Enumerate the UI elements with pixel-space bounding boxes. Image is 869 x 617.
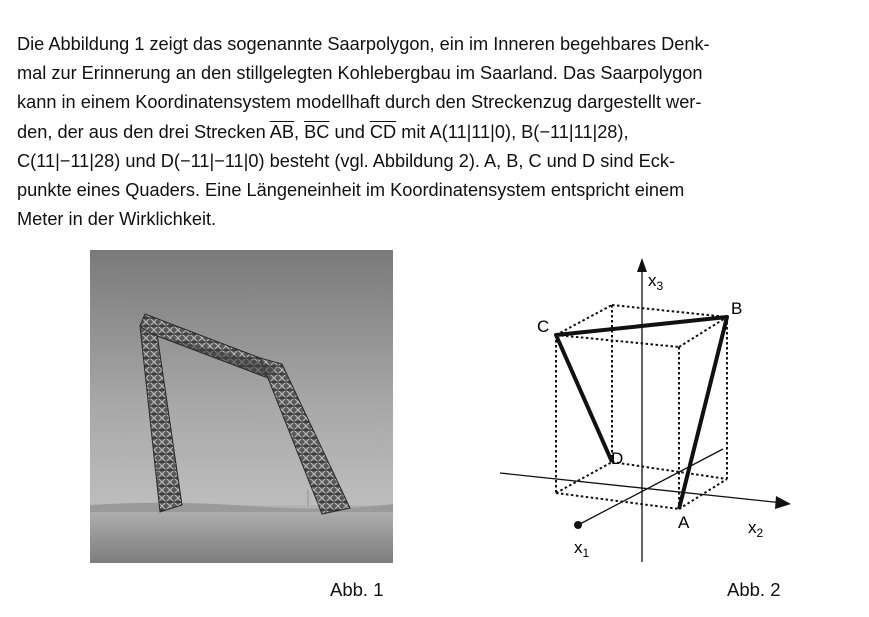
point-d-label: D bbox=[611, 449, 624, 468]
segment-cd: $\overline{CD}$ bbox=[369, 121, 397, 142]
coordinate-diagram bbox=[490, 250, 810, 570]
photo-ground bbox=[90, 505, 393, 563]
x2-arrow bbox=[775, 496, 791, 509]
x1-axis-label: $x_1$ bbox=[574, 538, 590, 560]
text-line-1: Die Abbildung 1 zeigt das sogenannte Saarpolygon, ein im Inneren begehbares Denk- bbox=[17, 34, 710, 54]
text-line-4-end: mit A(11|11|0), B(−11|11|28), bbox=[396, 121, 629, 142]
figure-2-caption: Abb. 2 bbox=[727, 579, 781, 600]
x3-arrow bbox=[637, 258, 647, 272]
x1-arrow bbox=[574, 521, 582, 529]
text-line-4 bbox=[17, 118, 862, 147]
text-line-6: punkte eines Quaders. Eine Längeneinheit im Koordinatensystem entspricht einem bbox=[17, 180, 685, 201]
intro-paragraph bbox=[17, 30, 862, 234]
figure-1-caption: Abb. 1 bbox=[330, 579, 384, 600]
x1-axis bbox=[578, 449, 723, 525]
text-line-4-start: den, der aus den drei Strecken bbox=[17, 121, 270, 142]
text-und: und bbox=[329, 121, 370, 142]
saarpolygon-photo bbox=[90, 250, 393, 563]
point-c-label: C bbox=[537, 317, 550, 336]
text-line-3: kann in einem Koordinatensystem modellhaft durch den Streckenzug dargestellt wer- bbox=[17, 92, 702, 113]
point-b-label: B bbox=[731, 299, 743, 318]
text-comma: , bbox=[294, 121, 305, 142]
x3-axis-label: $x_3$ bbox=[648, 271, 664, 293]
segment-bc: $\overline{BC}$ bbox=[304, 121, 330, 142]
x2-axis-label: $x_2$ bbox=[748, 518, 764, 540]
point-a-label: A bbox=[678, 513, 690, 532]
text-line-7: Meter in der Wirklichkeit. bbox=[17, 209, 217, 230]
text-line-5: C(11|−11|28) und D(−11|−11|0) besteht (vgl. Abbildung 2). A, B, C und D sind Eck- bbox=[17, 150, 676, 171]
text-line-2: mal zur Erinnerung an den stillgelegten Kohlebergbau im Saarland. Das Saarpolygon bbox=[17, 63, 703, 84]
segment-ab: $\overline{AB}$ bbox=[269, 121, 295, 142]
